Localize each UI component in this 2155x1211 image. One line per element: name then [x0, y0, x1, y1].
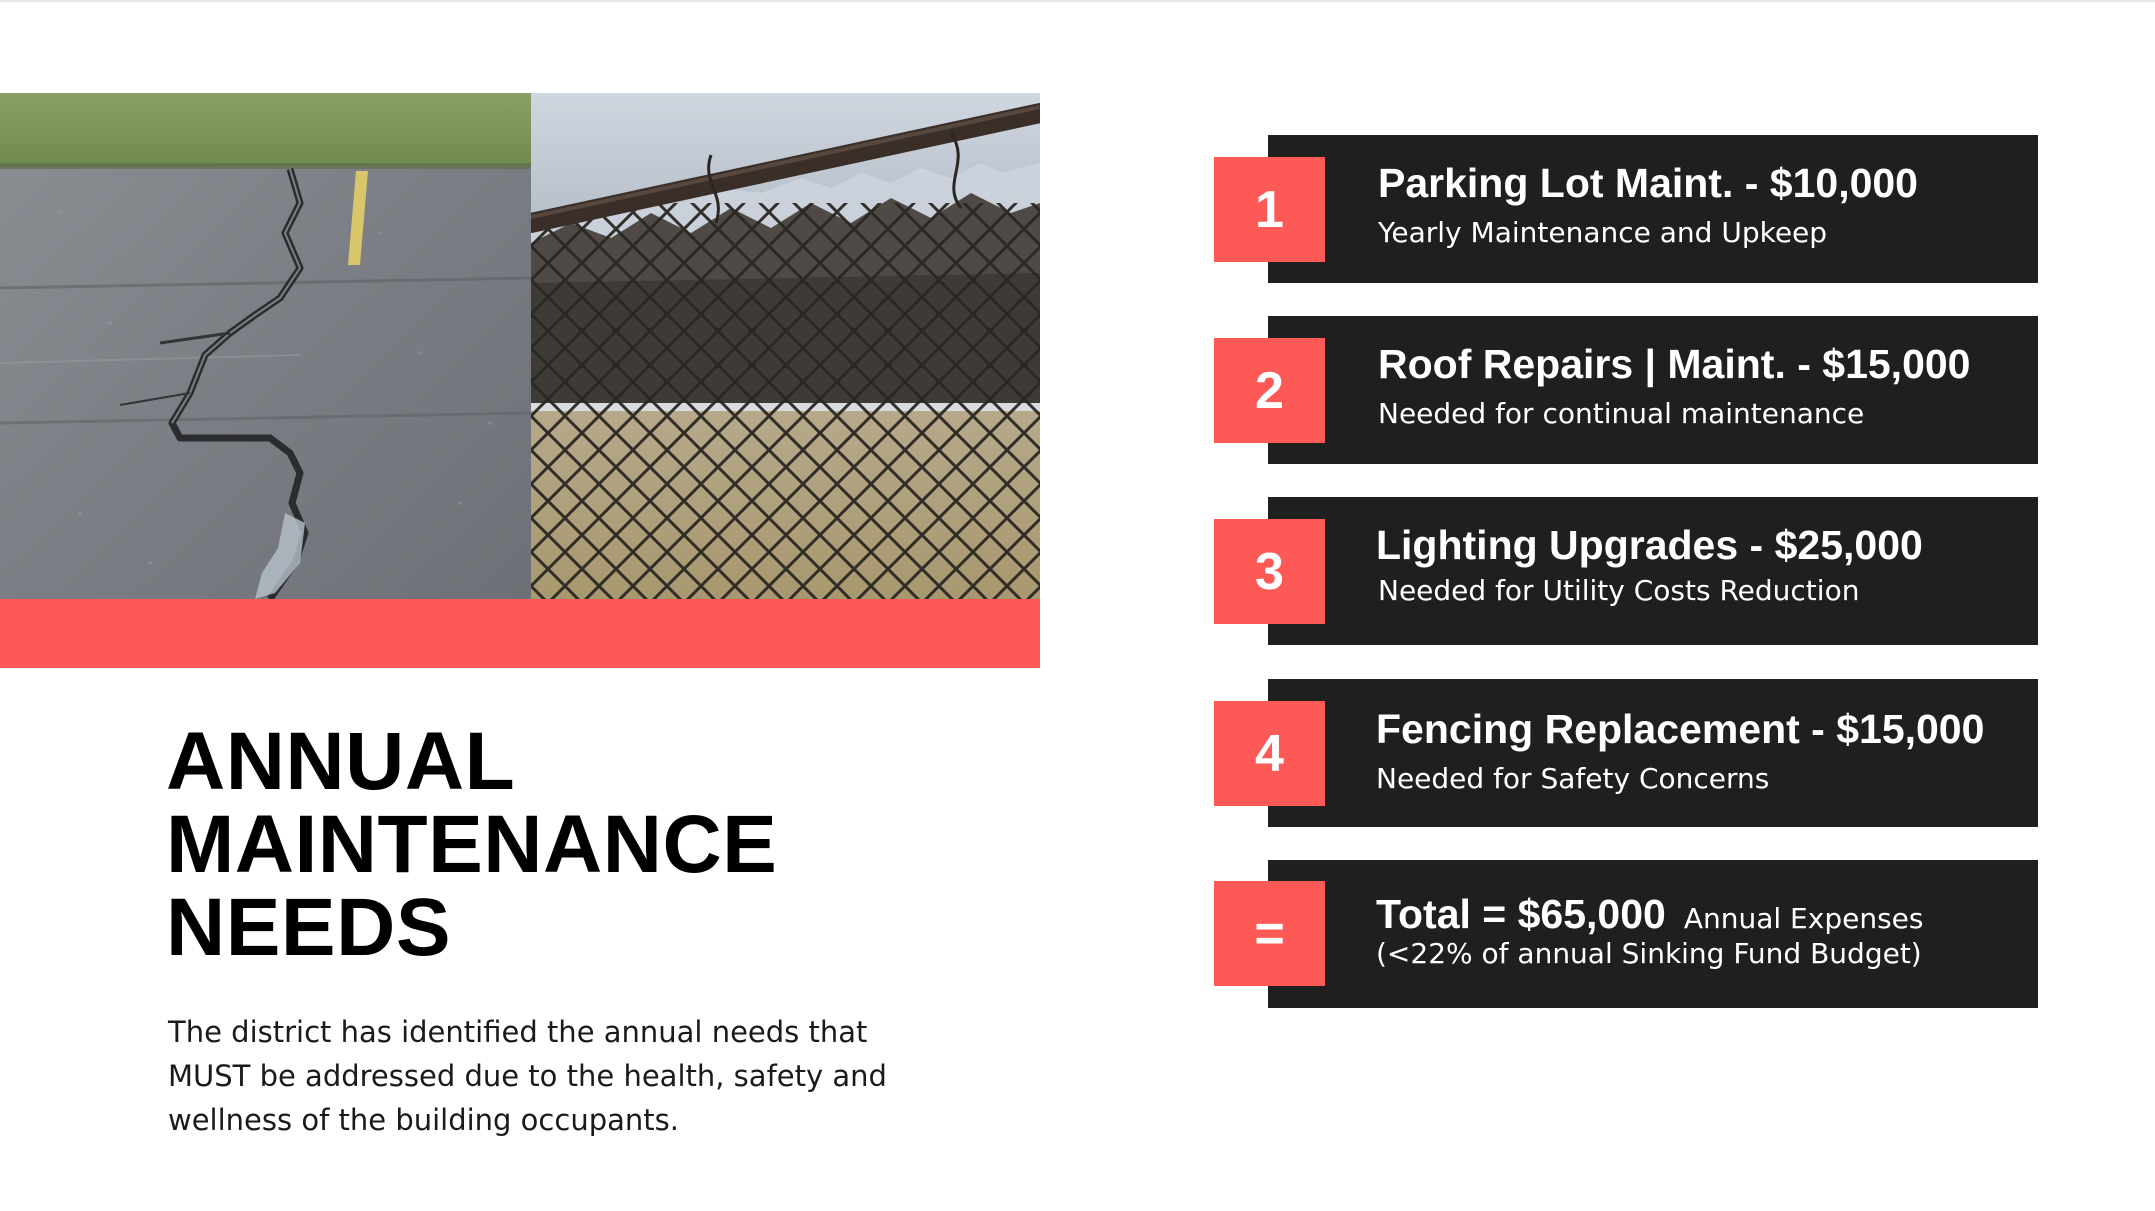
intro-paragraph: The district has identified the annual needs that MUST be addressed due to the health, safety and wellness of the building occupants.: [168, 1015, 887, 1137]
item-title: Lighting Upgrades - $25,000: [1376, 522, 1923, 568]
item-title: Roof Repairs | Maint. - $15,000: [1378, 341, 1971, 387]
item-subtitle: Needed for continual maintenance: [1378, 397, 1865, 430]
item-number-badge: 3: [1214, 519, 1325, 624]
total-card: [1268, 860, 2038, 1008]
item-card-lighting-upgrades: [1268, 497, 2038, 645]
cracked-asphalt-photo: [0, 93, 531, 599]
item-subtitle: Needed for Safety Concerns: [1376, 762, 1770, 795]
top-divider: [0, 0, 2155, 2]
broken-fence-photo: [531, 93, 1040, 599]
item-subtitle: Needed for Utility Costs Reduction: [1378, 574, 1860, 607]
total-note: Annual Expenses: [1683, 902, 1924, 935]
item-card-parking-lot: [1268, 135, 2038, 283]
item-title: Fencing Replacement - $15,000: [1376, 706, 1985, 752]
total-amount: Total = $65,000: [1376, 891, 1666, 937]
item-number-badge: 4: [1214, 701, 1325, 806]
item-card-fencing-replacement: [1268, 679, 2038, 827]
total-equals-badge: =: [1214, 881, 1325, 986]
title-line: NEEDS: [166, 882, 452, 973]
title-line: MAINTENANCE: [166, 799, 778, 890]
item-number-badge: 2: [1214, 338, 1325, 443]
item-title: Parking Lot Maint. - $10,000: [1378, 160, 1918, 206]
item-card-roof-repairs: [1268, 316, 2038, 464]
page-title: [166, 716, 926, 973]
item-subtitle: Yearly Maintenance and Upkeep: [1378, 216, 1828, 249]
item-number-badge: 1: [1214, 157, 1325, 262]
total-subtitle: (<22% of annual Sinking Fund Budget): [1376, 937, 1922, 970]
accent-bar: [0, 599, 1040, 668]
title-line: ANNUAL: [166, 716, 516, 807]
